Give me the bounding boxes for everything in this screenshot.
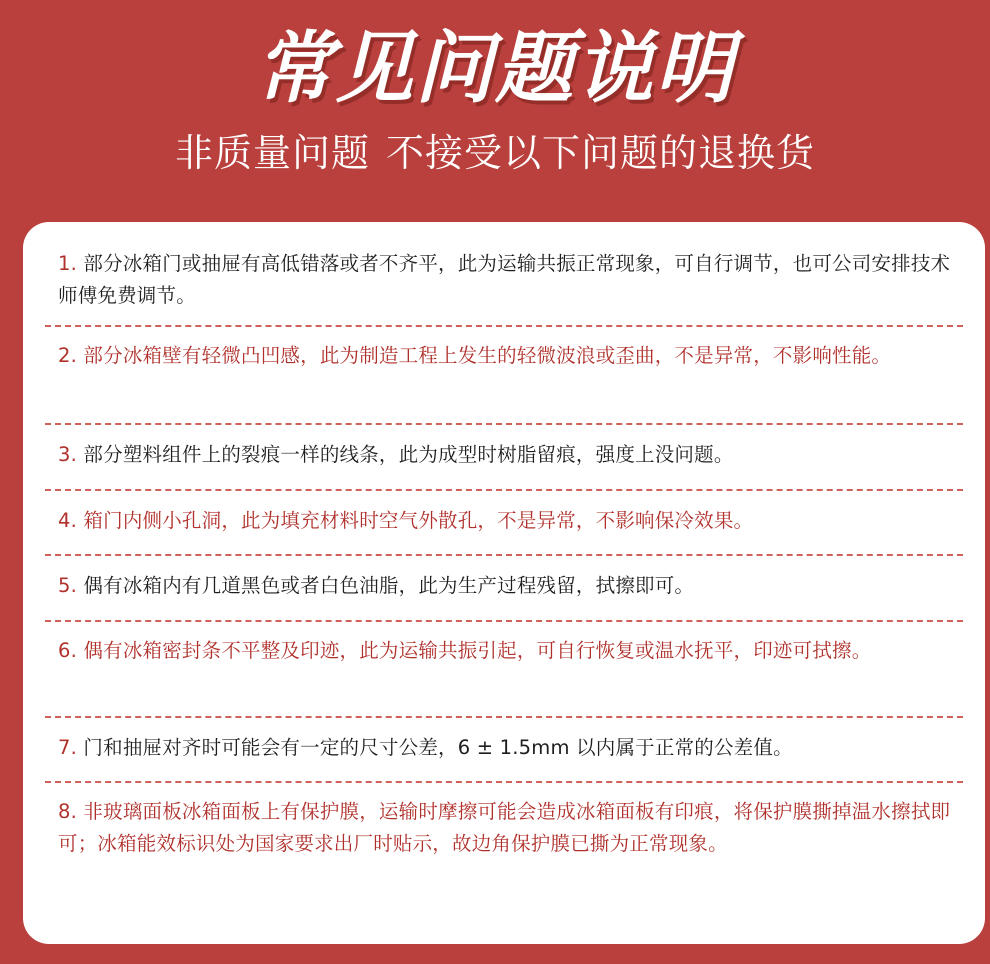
faq-item-text: 部分塑料组件上的裂痕一样的线条，此为成型时树脂留痕，强度上没问题。 (83, 443, 734, 466)
faq-item-number: 1. (58, 252, 78, 275)
faq-item-6 (58, 622, 951, 716)
faq-item-text: 部分冰箱门或抽屉有高低错落或者不齐平，此为运输共振正常现象，可自行调节，也可公司安排技术师傅免费调节。 (58, 252, 951, 307)
faq-item-number: 3. (58, 443, 78, 466)
faq-item-number: 7. (58, 736, 78, 759)
faq-item-number: 5. (58, 574, 78, 597)
faq-item-number: 8. (58, 800, 78, 823)
faq-item-number: 2. (58, 344, 78, 367)
subtitle-part-2: 不接受以下问题的退换货 (386, 131, 816, 175)
faq-item-1 (58, 242, 951, 325)
faq-item-text: 部分冰箱壁有轻微凸凹感，此为制造工程上发生的轻微波浪或歪曲，不是异常，不影响性能。 (83, 344, 892, 367)
faq-item-text: 门和抽屉对齐时可能会有一定的尺寸公差，6 ± 1.5mm 以内属于正常的公差值。 (83, 736, 793, 759)
faq-item-7 (58, 718, 951, 781)
faq-item-number: 6. (58, 639, 78, 662)
faq-item-text: 非玻璃面板冰箱面板上有保护膜，运输时摩擦可能会造成冰箱面板有印痕，将保护膜撕掉温水擦拭即可；冰箱能效标识处为国家要求出厂时贴示，故边角保护膜已撕为正常现象。 (58, 800, 951, 855)
faq-item-text: 偶有冰箱密封条不平整及印迹，此为运输共振引起，可自行恢复或温水抚平，印迹可拭擦。 (83, 639, 872, 662)
faq-item-3 (58, 425, 951, 489)
faq-card (23, 222, 985, 944)
page-subtitle (0, 131, 990, 175)
page-title: 常见问题说明 (254, 24, 735, 114)
faq-item-8 (58, 783, 951, 893)
subtitle-part-1: 非质量问题 (174, 131, 370, 175)
faq-item-number: 4. (58, 509, 78, 532)
faq-item-5 (58, 556, 951, 620)
faq-item-4 (58, 491, 951, 554)
faq-item-text: 箱门内侧小孔洞，此为填充材料时空气外散孔，不是异常，不影响保冷效果。 (83, 509, 754, 532)
faq-item-2 (58, 327, 951, 423)
faq-item-text: 偶有冰箱内有几道黑色或者白色油脂，此为生产过程残留，拭擦即可。 (83, 574, 695, 597)
